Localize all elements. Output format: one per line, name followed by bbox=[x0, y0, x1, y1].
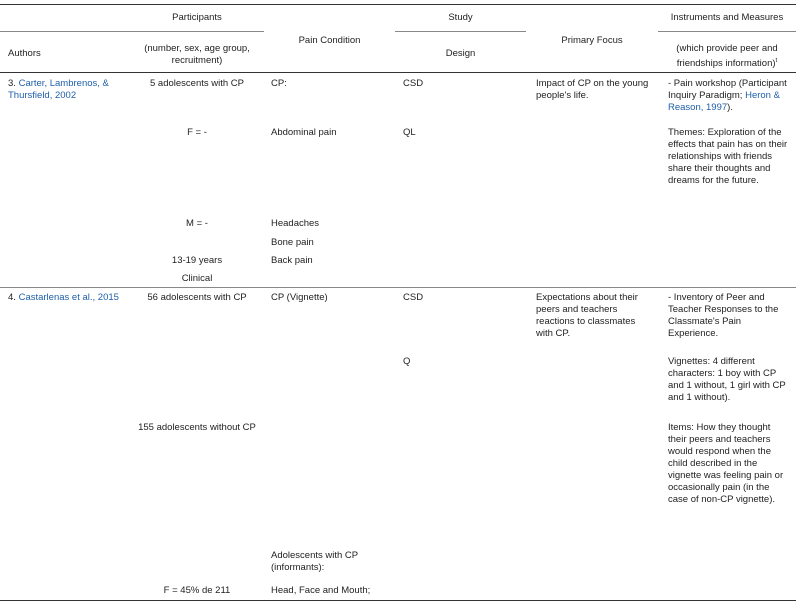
row4-instrument-2: Vignettes: 4 different characters: 1 boy with CP and 1 without, 1 girl with CP and 1 without). bbox=[668, 356, 786, 403]
header-design: Design bbox=[445, 48, 476, 59]
row3-instrument-1-text: - Pain workshop (Participant Inquiry Paradigm; bbox=[668, 78, 787, 101]
row4-instrument-3: Items: How they thought their peers and teachers would respond when the child described in the vignette was feeling pain or occasionally pain (in the case of non-CP vignette). bbox=[668, 422, 784, 505]
header-participants-sub: (number, sex, age group, recruitment) bbox=[144, 43, 250, 66]
header-authors: Authors bbox=[8, 48, 41, 59]
header-participants: Participants bbox=[172, 12, 222, 23]
row3-participants-female: F = - bbox=[187, 127, 207, 138]
row3-design-csd: CSD bbox=[403, 78, 424, 89]
row3-design-ql: QL bbox=[403, 127, 416, 138]
row4-design-csd: CSD bbox=[403, 292, 424, 303]
header-primary-focus: Primary Focus bbox=[561, 35, 623, 46]
row3-pain-cp: CP: bbox=[271, 78, 287, 89]
table-top-rule bbox=[0, 4, 796, 5]
header-instruments-sup: t bbox=[775, 58, 778, 64]
header-pain-condition: Pain Condition bbox=[298, 35, 361, 46]
row3-focus: Impact of CP on the young people's life. bbox=[536, 78, 649, 101]
header-study: Study bbox=[448, 12, 473, 23]
header-bottom-rule bbox=[0, 72, 796, 73]
row3-participants-recruitment: Clinical bbox=[181, 273, 213, 284]
row4-number: 4. bbox=[8, 292, 16, 303]
row-separator bbox=[0, 287, 796, 288]
instruments-rule bbox=[658, 31, 796, 32]
header-instruments-sub-text: (which provide peer and friendships information) bbox=[676, 43, 778, 70]
row4-author-link[interactable]: Castarlenas et al., 2015 bbox=[18, 292, 119, 303]
row3-instrument-2: Themes: Exploration of the effects that pain has on their relationships with friends share their thoughts and dreams for the future. bbox=[668, 127, 788, 186]
row3-pain-abdominal: Abdominal pain bbox=[271, 127, 337, 138]
row3-author-link[interactable]: Carter, Lambrenos, & Thursfield, 2002 bbox=[8, 78, 109, 101]
row4-pain-informants: Adolescents with CP (informants): bbox=[271, 550, 358, 573]
study-rule bbox=[395, 31, 526, 32]
row3-pain-bone: Bone pain bbox=[271, 237, 314, 248]
header-instruments-sub bbox=[658, 43, 796, 70]
table-bottom-rule bbox=[0, 600, 796, 601]
header-instruments: Instruments and Measures bbox=[670, 12, 784, 23]
participants-rule bbox=[0, 31, 264, 32]
row4-design-q: Q bbox=[403, 356, 411, 367]
row3-author bbox=[8, 78, 133, 102]
row4-author bbox=[8, 292, 133, 304]
row3-pain-headaches: Headaches bbox=[271, 218, 320, 229]
row4-pain-vignette: CP (Vignette) bbox=[271, 292, 328, 303]
row3-participants-count: 5 adolescents with CP bbox=[150, 78, 244, 89]
row3-instrument-1-link[interactable]: Heron & Reason, 1997 bbox=[668, 90, 780, 113]
row3-participants-age: 13-19 years bbox=[171, 255, 223, 266]
row3-participants-male: M = - bbox=[186, 218, 208, 229]
row4-focus: Expectations about their peers and teachers reactions to classmates with CP. bbox=[536, 292, 638, 339]
row3-number: 3. bbox=[8, 78, 16, 89]
row3-pain-back: Back pain bbox=[271, 255, 313, 266]
row4-instrument-1: - Inventory of Peer and Teacher Responses to the Classmate's Pain Experience. bbox=[668, 292, 779, 339]
row3-instrument-1-suffix: ). bbox=[727, 102, 733, 113]
row3-instrument-1 bbox=[668, 78, 790, 114]
row4-pain-head: Head, Face and Mouth; bbox=[271, 585, 371, 596]
row4-participants-noncp: 155 adolescents without CP bbox=[138, 422, 256, 433]
row4-participants-cp: 56 adolescents with CP bbox=[147, 292, 247, 303]
row4-participants-female: F = 45% de 211 bbox=[163, 585, 231, 596]
